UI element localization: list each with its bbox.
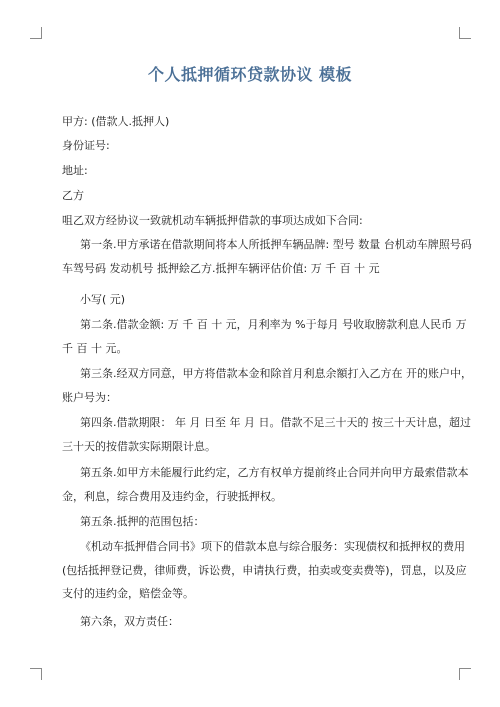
article-1-line-1: 第一条.甲方承诺在借款期间将本人所抵押车辆品牌: 型号 数量 台机动车牌照号码 — [80, 238, 472, 251]
intro-paragraph: 咀乙双方经协议一致就机动车辆抵押借款的事项达成如下合同: — [62, 214, 363, 227]
address-line: 地址: — [62, 164, 88, 177]
article-5b-line-1: 《机动车抵押借合同书》项下的借款本息与综合服务：实现债权和抵押权的费用 — [80, 540, 465, 553]
crop-mark-top-right — [459, 27, 471, 39]
article-1-small-amount: 小写( 元) — [80, 293, 126, 306]
article-2-line-1: 第二条.借款金额: 万 千 百 十 元，月利率为 %于每月 号收取膀款利息人民币 万 — [80, 318, 467, 331]
article-5-line-1: 第五条.如甲方未能履行此约定，乙方有权单方提前终止合同并向甲方最索借款本 — [80, 466, 469, 479]
party-a-line: 甲方: (借款人.抵押人) — [62, 115, 170, 128]
article-3-line-2: 账户号为： — [62, 390, 117, 404]
article-5b-line-2: (包括抵押登记费，律师费，诉讼费，申请执行费，拍卖或变卖费等)，罚息，以及应 — [62, 563, 467, 577]
article-6-heading: 第六条，双方责任： — [80, 615, 179, 628]
article-1-line-2: 车驾号码 发动机号 抵押絵乙方.抵押车辆评估价值: 万 千 百 十 元 — [62, 261, 380, 275]
article-4-paragraph — [62, 411, 471, 458]
article-5b-line-3: 支付的违约金，赔偿金等。 — [62, 587, 194, 600]
article-3-line-1: 第三条.经双方同意，甲方将借款本金和除首月利息余額打入乙方在 开的账户中， — [80, 367, 472, 380]
article-2-line-2: 千 百 十 元。 — [62, 341, 128, 355]
article-1-paragraph — [62, 233, 472, 280]
crop-mark-top-left — [30, 27, 42, 39]
article-4-line-2: 三十天的按借款实际期限计息。 — [62, 439, 216, 453]
article-2-paragraph — [62, 313, 467, 360]
id-number-line: 身份证号: — [62, 139, 110, 152]
article-5-line-2: 金，利息，综合费用及违约金，行驶抵押权。 — [62, 489, 282, 503]
document-title: 个人抵押循环贷款协议 模板 — [147, 65, 353, 84]
article-3-paragraph — [62, 362, 472, 409]
party-b-line: 乙方 — [62, 189, 84, 202]
article-5b-paragraph — [62, 535, 467, 606]
article-5-paragraph — [62, 461, 469, 508]
crop-mark-bottom-left — [30, 668, 42, 680]
article-5b-heading: 第五条.抵押的范围包括： — [80, 515, 205, 528]
crop-mark-bottom-right — [459, 668, 471, 680]
article-4-line-1: 第四条.借款期限： 年 月 日至 年 月 日。借款不足三十天的 按三十天计息，超过 — [80, 416, 471, 429]
